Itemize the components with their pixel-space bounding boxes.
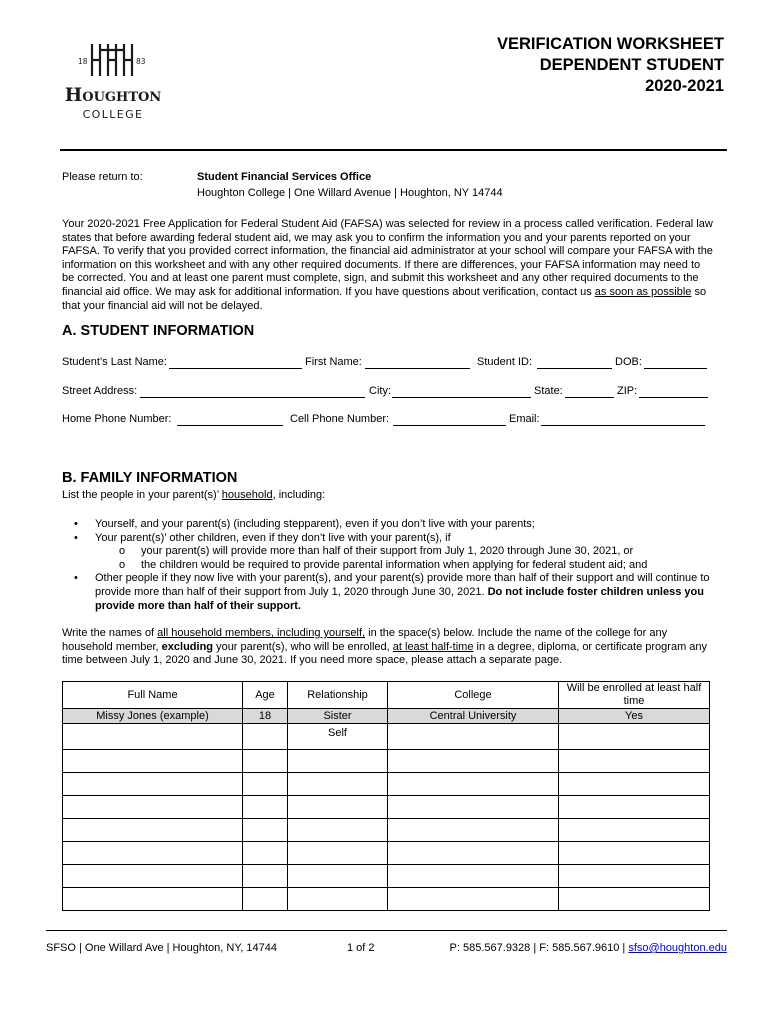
college-cell[interactable] xyxy=(388,750,559,773)
relationship-cell: Self xyxy=(288,724,388,750)
student-name-row xyxy=(62,356,712,372)
cell-phone-field[interactable] xyxy=(393,425,506,426)
student-id-label: Student ID: xyxy=(477,356,533,368)
logo-year-right: 83 xyxy=(136,57,146,66)
first-name-label: First Name: xyxy=(305,356,362,368)
example-row xyxy=(63,709,710,724)
example-enrolled: Yes xyxy=(559,709,710,724)
college-cell[interactable] xyxy=(388,888,559,911)
sub-bullet-icon: o xyxy=(119,545,126,558)
table-row xyxy=(63,724,710,750)
college-cell[interactable] xyxy=(388,796,559,819)
sub-list-item xyxy=(62,559,722,573)
age-cell[interactable] xyxy=(243,796,288,819)
bullet-text: Your parent(s)’ other children, even if they don’t live with your parent(s), if xyxy=(95,531,451,544)
college-cell[interactable] xyxy=(388,724,559,750)
table-row xyxy=(63,750,710,773)
header-age: Age xyxy=(243,682,288,709)
age-cell[interactable] xyxy=(243,773,288,796)
sub-bullet-text: your parent(s) will provide more than half of their support from July 1, 2020 through June 30, 2021, or xyxy=(141,545,634,558)
footer-phone: P: 585.567.9328 | F: 585.567.9610 | xyxy=(449,942,629,954)
section-b-heading: B. FAMILY INFORMATION xyxy=(62,470,238,486)
age-cell[interactable] xyxy=(243,865,288,888)
street-label: Street Address: xyxy=(62,385,138,397)
bullet-icon: • xyxy=(74,531,78,544)
enrolled-cell[interactable] xyxy=(559,865,710,888)
relationship-cell[interactable] xyxy=(288,773,388,796)
relationship-cell[interactable] xyxy=(288,842,388,865)
college-cell[interactable] xyxy=(388,819,559,842)
instructions-bold: excluding xyxy=(161,640,214,653)
college-logo-mark xyxy=(48,42,178,122)
relationship-cell[interactable] xyxy=(288,796,388,819)
age-cell[interactable] xyxy=(243,724,288,750)
example-relationship: Sister xyxy=(288,709,388,724)
logo-name: Houghton xyxy=(64,85,162,106)
email-field[interactable] xyxy=(541,425,705,426)
instructions-text: Write the names of xyxy=(62,627,158,639)
dob-label: DOB: xyxy=(615,356,642,368)
instructions-underline: at least half-time xyxy=(392,640,474,653)
household-intro xyxy=(62,489,325,501)
relationship-cell[interactable] xyxy=(288,865,388,888)
header-full-name: Full Name xyxy=(63,682,243,709)
title-line-3: 2020-2021 xyxy=(645,77,724,95)
email-label: Email: xyxy=(509,413,540,425)
college-cell[interactable] xyxy=(388,842,559,865)
table-row xyxy=(63,842,710,865)
intro-text-end: so that your financial aid will not be delayed. xyxy=(62,285,707,312)
name-cell[interactable] xyxy=(63,888,243,911)
address-row xyxy=(62,385,712,401)
table-row xyxy=(63,796,710,819)
sub-bullet-icon: o xyxy=(119,558,126,571)
name-cell[interactable] xyxy=(63,819,243,842)
table-header-row xyxy=(63,682,710,709)
college-cell[interactable] xyxy=(388,865,559,888)
instructions-text: your parent(s), who will be enrolled, xyxy=(213,640,393,653)
name-cell[interactable] xyxy=(63,842,243,865)
footer-contact xyxy=(450,942,727,954)
enrolled-cell[interactable] xyxy=(559,796,710,819)
header-divider xyxy=(60,149,727,151)
zip-label: ZIP: xyxy=(617,385,638,397)
instructions-text: in the space(s) below. Include the name of the college for any household member, xyxy=(62,627,668,653)
household-intro-text: List the people in your parent(s)’ xyxy=(62,489,222,501)
instructions-text: in a degree, diploma, or certificate program any time between July 1, 2020 and June 30, 2021. If you need more space, please attach a separate page. xyxy=(62,640,708,667)
home-phone-label: Home Phone Number: xyxy=(62,413,172,425)
household-members-table xyxy=(62,681,710,911)
bullet-text: Yourself, and your parent(s) (including stepparent), even if you don’t live with your parents; xyxy=(95,518,535,530)
household-instructions xyxy=(62,627,714,668)
list-item xyxy=(62,518,722,532)
bullet-text: Other people if they now live with your parent(s), and your parent(s) provide more than half of their support and will continue to provide more than half of their support from July 1, 2020 through June 30, 2021. xyxy=(95,572,710,598)
contact-row xyxy=(62,413,712,429)
intro-emphasis: as soon as possible xyxy=(594,285,692,298)
college-cell[interactable] xyxy=(388,773,559,796)
household-intro-end: , including: xyxy=(272,489,326,501)
enrolled-cell[interactable] xyxy=(559,750,710,773)
title-line-1: VERIFICATION WORKSHEET xyxy=(496,35,724,53)
household-underline: household xyxy=(221,489,273,501)
cell-phone-label: Cell Phone Number: xyxy=(290,413,390,425)
last-name-field[interactable] xyxy=(169,368,302,369)
return-label: Please return to: xyxy=(62,171,143,183)
relationship-cell[interactable] xyxy=(288,750,388,773)
age-cell[interactable] xyxy=(243,888,288,911)
enrolled-cell[interactable] xyxy=(559,773,710,796)
first-name-field[interactable] xyxy=(365,368,470,369)
name-cell[interactable] xyxy=(63,796,243,819)
relationship-cell[interactable] xyxy=(288,819,388,842)
example-age: 18 xyxy=(243,709,288,724)
return-office: Student Financial Services Office xyxy=(197,171,372,183)
footer-divider xyxy=(46,930,727,931)
table-row xyxy=(63,888,710,911)
table-row xyxy=(63,865,710,888)
document-title xyxy=(497,34,724,97)
header-relationship: Relationship xyxy=(288,682,388,709)
enrolled-cell[interactable] xyxy=(559,842,710,865)
header-college: College xyxy=(388,682,559,709)
city-label: City: xyxy=(369,385,391,397)
street-field[interactable] xyxy=(140,397,365,398)
household-criteria-list xyxy=(62,518,722,613)
instructions-underline: all household members, including yourself, xyxy=(157,627,366,639)
table-row xyxy=(63,773,710,796)
age-cell[interactable] xyxy=(243,819,288,842)
relationship-cell[interactable] xyxy=(288,888,388,911)
college-logo xyxy=(48,42,178,122)
zip-field[interactable] xyxy=(639,397,708,398)
return-address: Houghton College | One Willard Avenue | Houghton, NY 14744 xyxy=(197,187,503,199)
intro-text: Your 2020-2021 Free Application for Federal Student Aid (FAFSA) was selected for review in a process called verification. Federal law states that before awarding federal student aid, we may ask you to confirm the information you and your parents reported on your FAFSA. To verify that you provided correct information, the financial aid administrator at your school will compare your FAFSA with the information on this worksheet and with any other required documents. If there are differences, your FAFSA information may need to be corrected. You and at least one parent must complete, sign, and submit this worksheet and any other required documents to the financial aid office. We may ask for additional information. If you have questions about verification, contact us xyxy=(62,218,713,298)
enrolled-cell[interactable] xyxy=(559,819,710,842)
header-enrolled: Will be enrolled at least half time xyxy=(559,682,710,709)
state-label: State: xyxy=(534,385,563,397)
state-field[interactable] xyxy=(565,397,614,398)
enrolled-cell[interactable] xyxy=(559,724,710,750)
list-item xyxy=(62,572,722,613)
bullet-icon: • xyxy=(74,572,78,585)
example-college: Central University xyxy=(388,709,559,724)
dob-field[interactable] xyxy=(644,368,707,369)
name-cell[interactable] xyxy=(63,750,243,773)
enrolled-cell[interactable] xyxy=(559,888,710,911)
name-cell[interactable] xyxy=(63,865,243,888)
bullet-icon: • xyxy=(74,518,78,530)
logo-year-left: 18 xyxy=(78,57,88,66)
page-number: 1 of 2 xyxy=(347,942,375,954)
footer-email-link[interactable]: sfso@houghton.edu xyxy=(628,942,727,954)
home-phone-field[interactable] xyxy=(177,425,283,426)
title-line-2: DEPENDENT STUDENT xyxy=(539,56,724,74)
example-name: Missy Jones (example) xyxy=(63,709,243,724)
section-a-heading: A. STUDENT INFORMATION xyxy=(62,323,255,339)
last-name-label: Student’s Last Name: xyxy=(62,356,167,368)
logo-subname: COLLEGE xyxy=(82,108,144,121)
city-field[interactable] xyxy=(392,397,531,398)
age-cell[interactable] xyxy=(243,750,288,773)
student-id-field[interactable] xyxy=(537,368,612,369)
name-cell[interactable] xyxy=(63,724,243,750)
footer-address: SFSO | One Willard Ave | Houghton, NY, 14744 xyxy=(46,942,277,954)
table-row xyxy=(63,819,710,842)
name-cell[interactable] xyxy=(63,773,243,796)
age-cell[interactable] xyxy=(243,842,288,865)
sub-bullet-text: the children would be required to provide parental information when applying for federal student aid; and xyxy=(141,558,648,571)
sub-list-item xyxy=(62,545,722,559)
bullet-bold-text: Do not include foster children unless you provide more than half of their support. xyxy=(95,585,704,612)
list-item xyxy=(62,532,722,546)
intro-paragraph xyxy=(62,218,714,313)
